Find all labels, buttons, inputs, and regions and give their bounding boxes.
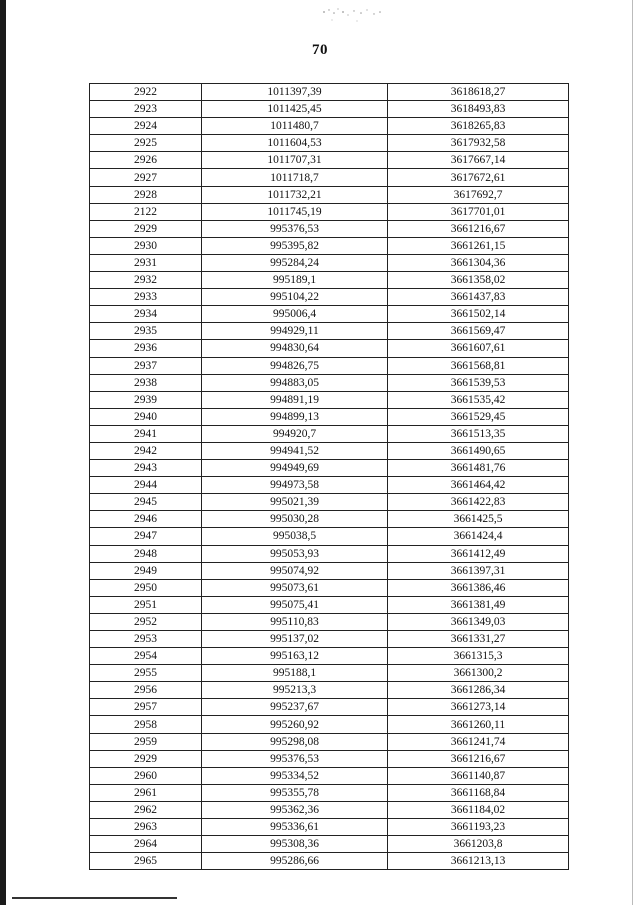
x-coordinate-cell: 995188,1 bbox=[202, 665, 388, 682]
y-coordinate-cell: 3661569,47 bbox=[388, 323, 569, 340]
y-coordinate-cell: 3661216,67 bbox=[388, 220, 569, 237]
point-number-cell: 2928 bbox=[90, 186, 202, 203]
scan-right-edge bbox=[632, 0, 633, 905]
point-number-cell: 2960 bbox=[90, 767, 202, 784]
y-coordinate-cell: 3661184,02 bbox=[388, 801, 569, 818]
x-coordinate-cell: 995213,3 bbox=[202, 682, 388, 699]
x-coordinate-cell: 1011707,31 bbox=[202, 152, 388, 169]
x-coordinate-cell: 1011745,19 bbox=[202, 203, 388, 220]
point-number-cell: 2954 bbox=[90, 648, 202, 665]
x-coordinate-cell: 995053,93 bbox=[202, 545, 388, 562]
scan-left-edge bbox=[0, 0, 6, 905]
page-number: 70 bbox=[312, 42, 328, 58]
x-coordinate-cell: 995137,02 bbox=[202, 631, 388, 648]
y-coordinate-cell: 3661168,84 bbox=[388, 784, 569, 801]
table-row bbox=[90, 442, 569, 459]
x-coordinate-cell: 995260,92 bbox=[202, 716, 388, 733]
y-coordinate-cell: 3661331,27 bbox=[388, 631, 569, 648]
point-number-cell: 2940 bbox=[90, 408, 202, 425]
point-number-cell: 2952 bbox=[90, 613, 202, 630]
y-coordinate-cell: 3661261,15 bbox=[388, 237, 569, 254]
point-number-cell: 2950 bbox=[90, 579, 202, 596]
y-coordinate-cell: 3661260,11 bbox=[388, 716, 569, 733]
point-number-cell: 2962 bbox=[90, 801, 202, 818]
y-coordinate-cell: 3617932,58 bbox=[388, 135, 569, 152]
x-coordinate-cell: 995030,28 bbox=[202, 511, 388, 528]
point-number-cell: 2942 bbox=[90, 442, 202, 459]
y-coordinate-cell: 3661568,81 bbox=[388, 357, 569, 374]
table-row bbox=[90, 84, 569, 101]
x-coordinate-cell: 995395,82 bbox=[202, 237, 388, 254]
point-number-cell: 2965 bbox=[90, 853, 202, 870]
table-row bbox=[90, 306, 569, 323]
x-coordinate-cell: 995021,39 bbox=[202, 494, 388, 511]
point-number-cell: 2922 bbox=[90, 84, 202, 101]
y-coordinate-cell: 3661437,83 bbox=[388, 289, 569, 306]
table-row bbox=[90, 801, 569, 818]
point-number-cell: 2958 bbox=[90, 716, 202, 733]
point-number-cell: 2946 bbox=[90, 511, 202, 528]
x-coordinate-cell: 1011718,7 bbox=[202, 169, 388, 186]
y-coordinate-cell: 3661304,36 bbox=[388, 254, 569, 271]
y-coordinate-cell: 3661529,45 bbox=[388, 408, 569, 425]
table-row bbox=[90, 494, 569, 511]
point-number-cell: 2929 bbox=[90, 750, 202, 767]
y-coordinate-cell: 3661286,34 bbox=[388, 682, 569, 699]
point-number-cell: 2956 bbox=[90, 682, 202, 699]
x-coordinate-cell: 995006,4 bbox=[202, 306, 388, 323]
table-row bbox=[90, 289, 569, 306]
x-coordinate-cell: 994826,75 bbox=[202, 357, 388, 374]
table-row bbox=[90, 425, 569, 442]
x-coordinate-cell: 994830,64 bbox=[202, 340, 388, 357]
table-row bbox=[90, 272, 569, 289]
x-coordinate-cell: 994941,52 bbox=[202, 442, 388, 459]
table-row bbox=[90, 767, 569, 784]
table-row bbox=[90, 237, 569, 254]
table-row bbox=[90, 391, 569, 408]
y-coordinate-cell: 3661490,65 bbox=[388, 442, 569, 459]
table-row bbox=[90, 477, 569, 494]
point-number-cell: 2923 bbox=[90, 101, 202, 118]
table-row bbox=[90, 853, 569, 870]
point-number-cell: 2945 bbox=[90, 494, 202, 511]
x-coordinate-cell: 995286,66 bbox=[202, 853, 388, 870]
x-coordinate-cell: 995308,36 bbox=[202, 836, 388, 853]
x-coordinate-cell: 995075,41 bbox=[202, 596, 388, 613]
x-coordinate-cell: 995376,53 bbox=[202, 220, 388, 237]
y-coordinate-cell: 3661386,46 bbox=[388, 579, 569, 596]
table-row bbox=[90, 135, 569, 152]
y-coordinate-cell: 3661539,53 bbox=[388, 374, 569, 391]
table-row bbox=[90, 528, 569, 545]
x-coordinate-cell: 994973,58 bbox=[202, 477, 388, 494]
scan-noise-marks bbox=[320, 4, 390, 26]
point-number-cell: 2936 bbox=[90, 340, 202, 357]
x-coordinate-cell: 995336,61 bbox=[202, 819, 388, 836]
y-coordinate-cell: 3661481,76 bbox=[388, 460, 569, 477]
x-coordinate-cell: 994891,19 bbox=[202, 391, 388, 408]
point-number-cell: 2122 bbox=[90, 203, 202, 220]
point-number-cell: 2941 bbox=[90, 425, 202, 442]
x-coordinate-cell: 995189,1 bbox=[202, 272, 388, 289]
y-coordinate-cell: 3661193,23 bbox=[388, 819, 569, 836]
y-coordinate-cell: 3618618,27 bbox=[388, 84, 569, 101]
point-number-cell: 2938 bbox=[90, 374, 202, 391]
x-coordinate-cell: 995298,08 bbox=[202, 733, 388, 750]
x-coordinate-cell: 1011480,7 bbox=[202, 118, 388, 135]
table-row bbox=[90, 152, 569, 169]
x-coordinate-cell: 994899,13 bbox=[202, 408, 388, 425]
y-coordinate-cell: 3661424,4 bbox=[388, 528, 569, 545]
table-row bbox=[90, 682, 569, 699]
point-number-cell: 2961 bbox=[90, 784, 202, 801]
x-coordinate-cell: 995074,92 bbox=[202, 562, 388, 579]
table-row bbox=[90, 101, 569, 118]
point-number-cell: 2926 bbox=[90, 152, 202, 169]
table-row bbox=[90, 562, 569, 579]
y-coordinate-cell: 3617672,61 bbox=[388, 169, 569, 186]
table-row bbox=[90, 733, 569, 750]
point-number-cell: 2934 bbox=[90, 306, 202, 323]
y-coordinate-cell: 3661381,49 bbox=[388, 596, 569, 613]
x-coordinate-cell: 995110,83 bbox=[202, 613, 388, 630]
y-coordinate-cell: 3617667,14 bbox=[388, 152, 569, 169]
point-number-cell: 2925 bbox=[90, 135, 202, 152]
table-row bbox=[90, 784, 569, 801]
x-coordinate-cell: 995237,67 bbox=[202, 699, 388, 716]
point-number-cell: 2957 bbox=[90, 699, 202, 716]
x-coordinate-cell: 995163,12 bbox=[202, 648, 388, 665]
y-coordinate-cell: 3661358,02 bbox=[388, 272, 569, 289]
x-coordinate-cell: 995376,53 bbox=[202, 750, 388, 767]
x-coordinate-cell: 995038,5 bbox=[202, 528, 388, 545]
y-coordinate-cell: 3661535,42 bbox=[388, 391, 569, 408]
y-coordinate-cell: 3617692,7 bbox=[388, 186, 569, 203]
table-row bbox=[90, 460, 569, 477]
x-coordinate-cell: 1011604,53 bbox=[202, 135, 388, 152]
table-row bbox=[90, 665, 569, 682]
x-coordinate-cell: 994929,11 bbox=[202, 323, 388, 340]
x-coordinate-cell: 1011732,21 bbox=[202, 186, 388, 203]
x-coordinate-cell: 995284,24 bbox=[202, 254, 388, 271]
y-coordinate-cell: 3661412,49 bbox=[388, 545, 569, 562]
y-coordinate-cell: 3661422,83 bbox=[388, 494, 569, 511]
point-number-cell: 2924 bbox=[90, 118, 202, 135]
x-coordinate-cell: 995104,22 bbox=[202, 289, 388, 306]
table-row bbox=[90, 836, 569, 853]
x-coordinate-cell: 995362,36 bbox=[202, 801, 388, 818]
x-coordinate-cell: 994883,05 bbox=[202, 374, 388, 391]
coordinates-table-body bbox=[90, 84, 569, 870]
table-row bbox=[90, 613, 569, 630]
point-number-cell: 2953 bbox=[90, 631, 202, 648]
point-number-cell: 2937 bbox=[90, 357, 202, 374]
point-number-cell: 2930 bbox=[90, 237, 202, 254]
table-row bbox=[90, 819, 569, 836]
point-number-cell: 2949 bbox=[90, 562, 202, 579]
y-coordinate-cell: 3661513,35 bbox=[388, 425, 569, 442]
x-coordinate-cell: 1011397,39 bbox=[202, 84, 388, 101]
point-number-cell: 2947 bbox=[90, 528, 202, 545]
y-coordinate-cell: 3661502,14 bbox=[388, 306, 569, 323]
table-row bbox=[90, 118, 569, 135]
table-row bbox=[90, 340, 569, 357]
point-number-cell: 2929 bbox=[90, 220, 202, 237]
y-coordinate-cell: 3661315,3 bbox=[388, 648, 569, 665]
y-coordinate-cell: 3661216,67 bbox=[388, 750, 569, 767]
table-row bbox=[90, 408, 569, 425]
point-number-cell: 2948 bbox=[90, 545, 202, 562]
table-row bbox=[90, 374, 569, 391]
point-number-cell: 2955 bbox=[90, 665, 202, 682]
y-coordinate-cell: 3618493,83 bbox=[388, 101, 569, 118]
point-number-cell: 2933 bbox=[90, 289, 202, 306]
table-row bbox=[90, 254, 569, 271]
y-coordinate-cell: 3661273,14 bbox=[388, 699, 569, 716]
point-number-cell: 2931 bbox=[90, 254, 202, 271]
y-coordinate-cell: 3661397,31 bbox=[388, 562, 569, 579]
x-coordinate-cell: 995334,52 bbox=[202, 767, 388, 784]
x-coordinate-cell: 995073,61 bbox=[202, 579, 388, 596]
y-coordinate-cell: 3661425,5 bbox=[388, 511, 569, 528]
table-row bbox=[90, 357, 569, 374]
y-coordinate-cell: 3661213,13 bbox=[388, 853, 569, 870]
y-coordinate-cell: 3618265,83 bbox=[388, 118, 569, 135]
table-row bbox=[90, 511, 569, 528]
y-coordinate-cell: 3661607,61 bbox=[388, 340, 569, 357]
x-coordinate-cell: 1011425,45 bbox=[202, 101, 388, 118]
y-coordinate-cell: 3617701,01 bbox=[388, 203, 569, 220]
point-number-cell: 2932 bbox=[90, 272, 202, 289]
table-row bbox=[90, 169, 569, 186]
point-number-cell: 2927 bbox=[90, 169, 202, 186]
table-row bbox=[90, 648, 569, 665]
y-coordinate-cell: 3661203,8 bbox=[388, 836, 569, 853]
x-coordinate-cell: 995355,78 bbox=[202, 784, 388, 801]
x-coordinate-cell: 994949,69 bbox=[202, 460, 388, 477]
y-coordinate-cell: 3661349,03 bbox=[388, 613, 569, 630]
point-number-cell: 2963 bbox=[90, 819, 202, 836]
table-row bbox=[90, 699, 569, 716]
table-row bbox=[90, 220, 569, 237]
y-coordinate-cell: 3661464,42 bbox=[388, 477, 569, 494]
table-row bbox=[90, 750, 569, 767]
footer-rule bbox=[12, 897, 177, 899]
point-number-cell: 2943 bbox=[90, 460, 202, 477]
y-coordinate-cell: 3661241,74 bbox=[388, 733, 569, 750]
point-number-cell: 2944 bbox=[90, 477, 202, 494]
table-row bbox=[90, 323, 569, 340]
table-row bbox=[90, 579, 569, 596]
y-coordinate-cell: 3661140,87 bbox=[388, 767, 569, 784]
x-coordinate-cell: 994920,7 bbox=[202, 425, 388, 442]
table-row bbox=[90, 203, 569, 220]
table-row bbox=[90, 545, 569, 562]
table-row bbox=[90, 716, 569, 733]
point-number-cell: 2935 bbox=[90, 323, 202, 340]
y-coordinate-cell: 3661300,2 bbox=[388, 665, 569, 682]
table-row bbox=[90, 631, 569, 648]
point-number-cell: 2951 bbox=[90, 596, 202, 613]
coordinates-table bbox=[89, 83, 569, 870]
point-number-cell: 2959 bbox=[90, 733, 202, 750]
table-row bbox=[90, 186, 569, 203]
point-number-cell: 2939 bbox=[90, 391, 202, 408]
table-row bbox=[90, 596, 569, 613]
point-number-cell: 2964 bbox=[90, 836, 202, 853]
